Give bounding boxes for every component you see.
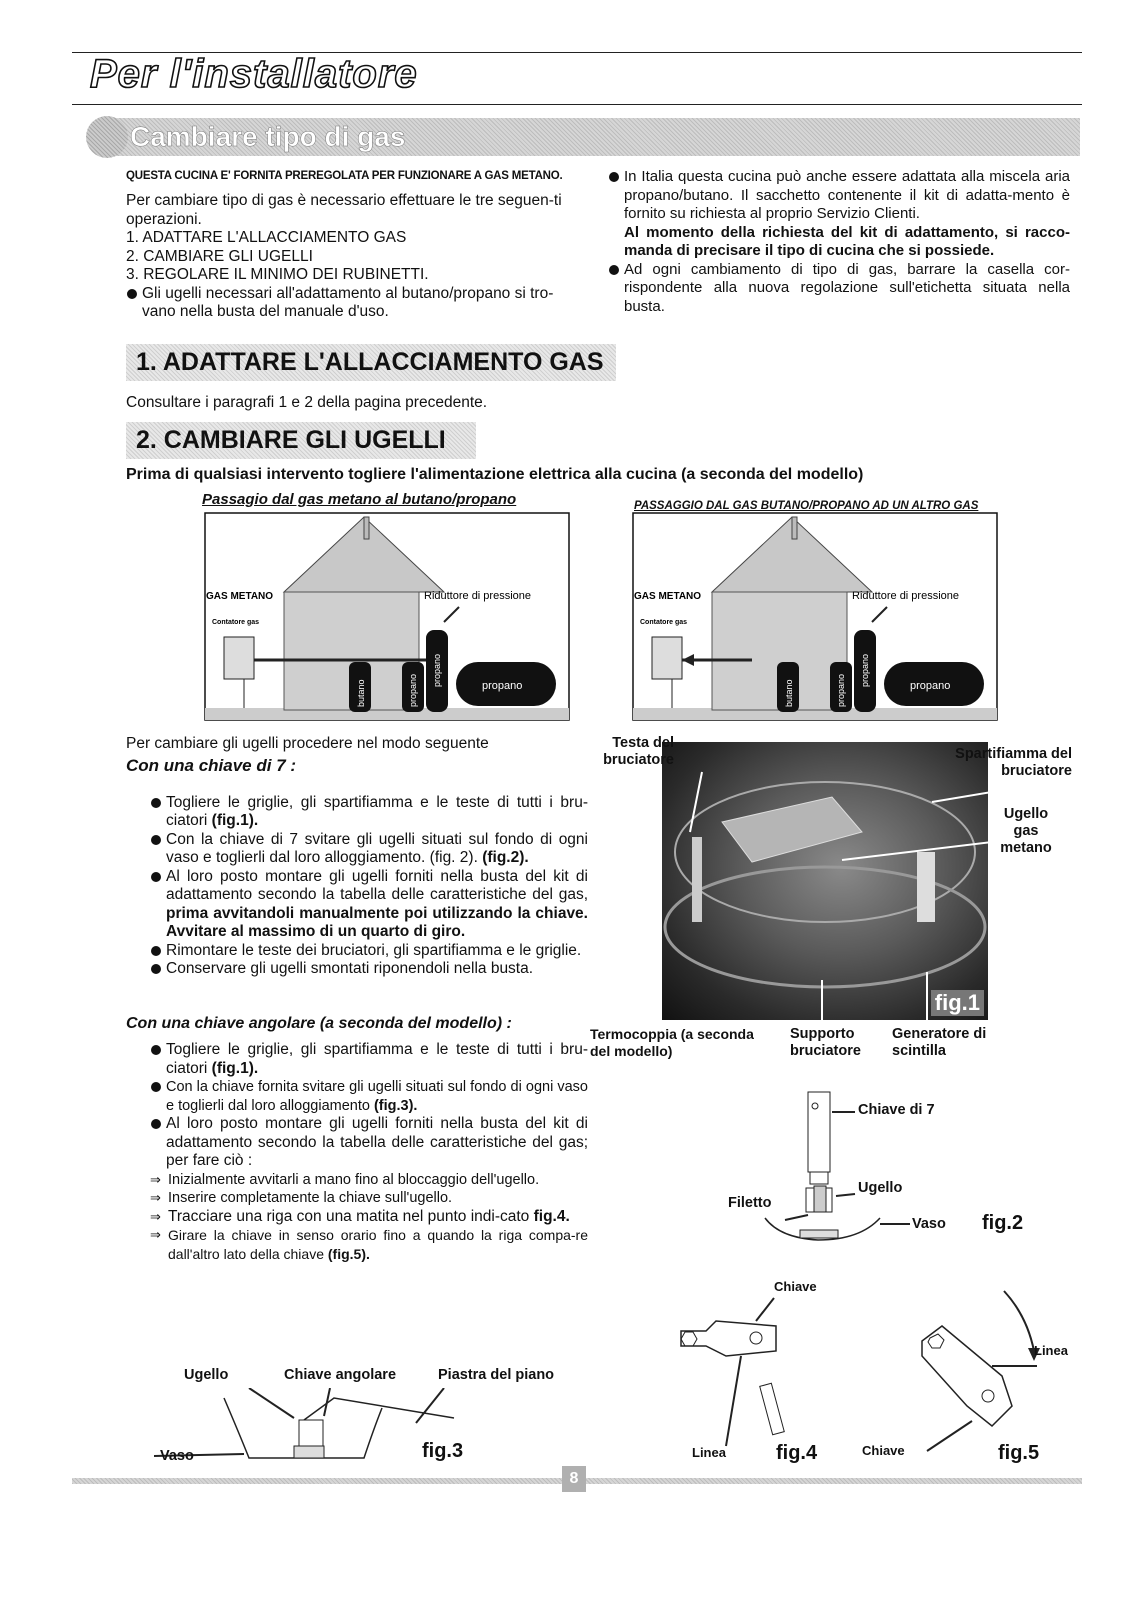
svg-text:propano: propano [860,653,870,687]
fig5-chiave: Chiave [862,1443,905,1458]
fig3-label: fig.3 [422,1440,464,1462]
dl-propano: propano [482,680,523,692]
fig5-linea: Linea [1034,1343,1068,1358]
fig2-filetto: Filetto [728,1195,772,1211]
dl-riduttore: Riduttore di pressione [424,590,532,602]
svg-text:propano: propano [432,653,442,687]
dr-butano: butano [784,679,794,707]
right-bullet-2: Ad ogni cambiamento di tipo di gas, barrare la casella cor-rispondente alla nuova regolazione sull'etichetta situata nella busta. [608,261,1070,317]
intro-list-1: 1. ADATTARE L'ALLACCIAMENTO GAS [126,229,407,246]
fig5-label: fig.5 [998,1442,1040,1464]
intro-left [126,170,586,322]
dl-gas-metano: GAS METANO [206,591,274,602]
diagram-left-title: Passagio dal gas metano al butano/propano [202,491,517,508]
fig3-chiave: Chiave angolare [284,1367,397,1383]
fig1-termocoppia: Termocoppia (a seconda del modello) [590,1026,754,1059]
right-bullet-1: In Italia questa cucina può anche essere adattata alla miscela aria propano/butano. Il sacchetto contenente il kit di adatta-mento è fornito su richiesta al proprio Servizio Clienti. [608,168,1070,224]
fig4-drawing [676,1296,806,1456]
dr-contatore: Contatore gas [640,619,688,626]
step2-2: Con la chiave fornita svitare gli ugelli situati sul fondo di ogni vaso e toglierli dal loro alloggiamento (fig.3). [150,1078,588,1115]
fig4-linea: Linea [692,1445,726,1460]
step1-3: Al loro posto montare gli ugelli forniti nella busta del kit di adattamento secondo la tabella delle caratteristiche del gas, prima avvitandoli manualmente poi utilizzando la chiave. Avvitare al massimo di un quarto di giro. [150,868,588,942]
intro-right [608,168,1070,316]
band-title: Cambiare tipo di gas [130,121,406,152]
page-number: 8 [562,1466,586,1492]
fig1-ugello: Ugello gas metano [1000,806,1052,856]
step2-3: Al loro posto montare gli ugelli forniti nella busta del kit di adattamento secondo la tabella delle caratteristiche del gas; per fare ciò : [150,1115,588,1171]
fig2-label: fig.2 [982,1212,1024,1234]
right-bold: Al momento della richiesta del kit di adattamento, si racco-manda di precisare il tipo di cucina che si possiede. [624,223,1070,259]
step1-5: Conservare gli ugelli smontati riponendoli nella busta. [150,960,588,979]
dl-butano: butano [356,679,366,707]
procedure-2 [126,1015,588,1263]
step1-4: Rimontare le teste dei bruciatori, gli spartifiamma e le griglie. [150,942,588,961]
fig1-supporto: Supporto bruciatore [790,1026,861,1059]
intro-p1-text: Per cambiare tipo di gas è necessario effettuare le tre seguen-ti operazioni. [126,192,562,228]
fig3-vaso: Vaso [160,1448,194,1464]
svg-text:propano: propano [836,673,846,707]
section2-warning: Prima di qualsiasi intervento togliere l'alimentazione elettrica alla cucina (a seconda del modello) [126,466,864,483]
section1-heading: 1. ADATTARE L'ALLACCIAMENTO GAS [126,344,616,381]
dr-riduttore: Riduttore di pressione [852,590,960,602]
section-band [110,118,1080,156]
fig3-piastra: Piastra del piano [438,1367,555,1383]
fig1-generatore: Generatore di scintilla [892,1026,987,1059]
intro-list-3: 3. REGOLARE IL MINIMO DEI RUBINETTI. [126,266,429,283]
step1-2: Con la chiave di 7 svitare gli ugelli situati sul fondo di ogni vaso e toglierli dal loro alloggiamento. (fig. 2). (fig.2). [150,831,588,868]
arrow-2: ⇒ Inserire completamente la chiave sull'ugello. [150,1189,588,1208]
fig1-testa: Testa del bruciatore [603,735,674,768]
procedure-1 [126,735,588,979]
title-rule [72,104,1082,105]
intro-list-2: 2. CAMBIARE GLI UGELLI [126,247,313,265]
diagram-right [632,512,998,722]
fig2-vaso: Vaso [912,1216,946,1232]
fig1-spartifiamma: Spartifiamma del bruciatore [955,746,1072,779]
fig2-chiave: Chiave di 7 [858,1102,935,1118]
svg-text:propano: propano [408,673,418,707]
fig1-label: fig.1 [931,990,984,1016]
fig5-drawing [912,1286,1062,1456]
intro-p1 [126,192,586,229]
fig1-photo [662,742,988,1020]
arrow-4: ⇒ Girare la chiave in senso orario fino a quando la riga compa-re dall'altro lato della chiave (fig.5). [150,1226,588,1263]
intro-lead: QUESTA CUCINA E' FORNITA PREREGOLATA PER FUNZIONARE A GAS METANO. [126,170,563,182]
fig3-ugello: Ugello [184,1367,229,1383]
dl-contatore: Contatore gas [212,619,260,626]
section2-heading: 2. CAMBIARE GLI UGELLI [126,422,476,459]
sub2-heading: Con una chiave angolare (a seconda del modello) : [126,1015,512,1032]
arrow-1: ⇒ Inizialmente avvitarli a mano fino al bloccaggio dell'ugello. [150,1171,588,1190]
arrow-3: ⇒ Tracciare una riga con una matita nel punto indi-cato fig.4. [150,1208,588,1227]
step1-1: Togliere le griglie, gli spartifiamma e le teste di tutti i bru-ciatori (fig.1). [150,794,588,831]
steps1 [126,794,588,979]
steps2 [126,1041,588,1263]
section1-text: Consultare i paragrafi 1 e 2 della pagina precedente. [126,394,488,411]
fig3-drawing [154,1388,474,1478]
dr-propano: propano [910,680,951,692]
band-circle [86,116,128,158]
sub1-heading: Con una chiave di 7 : [126,755,297,775]
fig4-label: fig.4 [776,1442,818,1464]
fig4-chiave: Chiave [774,1279,817,1294]
page-title: Per l'installatore [90,52,418,96]
fig2-ugello: Ugello [858,1180,903,1196]
intro-bullet: Gli ugelli necessari all'adattamento al butano/propano si tro-vano nella busta del manuale d'uso. [126,285,586,322]
diagram-right-title: PASSAGGIO DAL GAS BUTANO/PROPANO AD UN ALTRO GAS [634,500,979,512]
dr-gas-metano: GAS METANO [634,591,702,602]
procedure-intro: Per cambiare gli ugelli procedere nel modo seguente [126,735,489,752]
diagram-left [204,512,570,722]
step2-1: Togliere le griglie, gli spartifiamma e le teste di tutti i bru-ciatori (fig.1). [150,1041,588,1078]
